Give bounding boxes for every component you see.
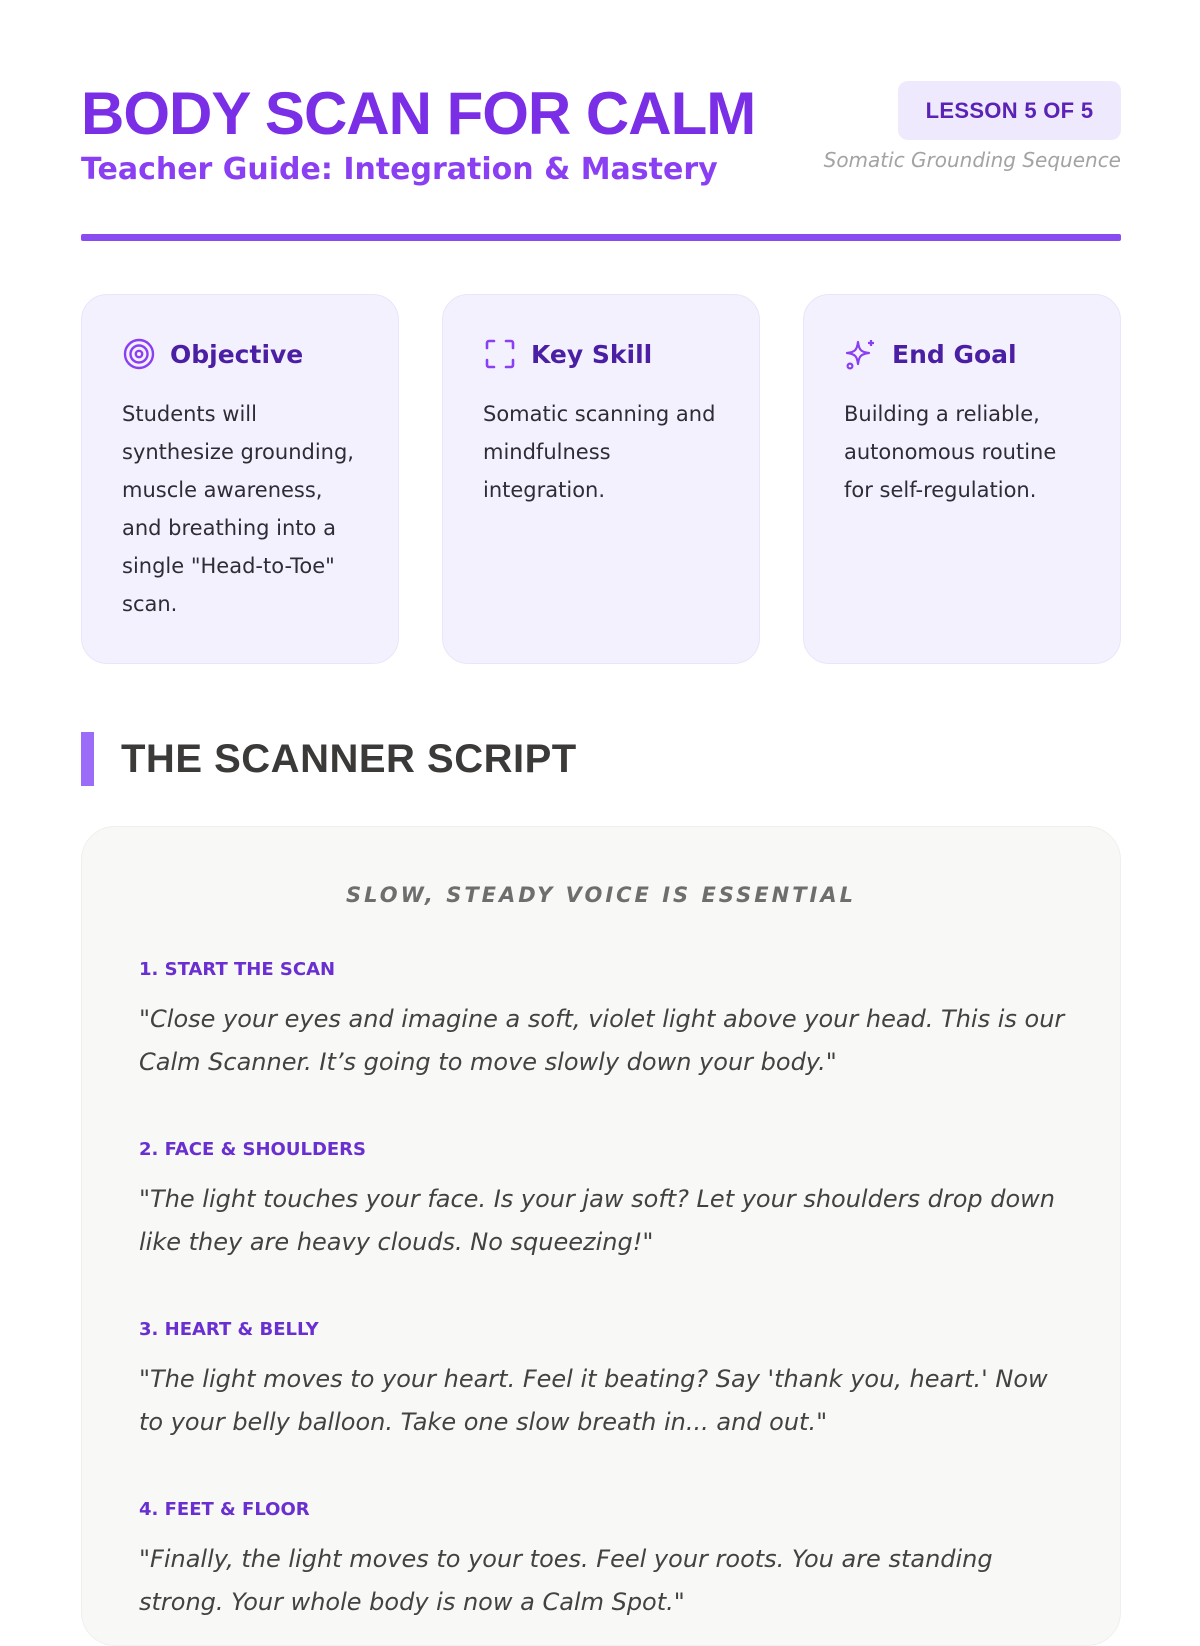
- scan-frame-icon: [483, 337, 517, 371]
- card-header: [844, 337, 1017, 371]
- target-icon: [122, 337, 156, 371]
- sparkles-icon: [844, 337, 878, 371]
- card-header: [122, 337, 303, 371]
- card-body: Somatic scanning and mindfulness integration.: [483, 402, 716, 502]
- key-skill-card: [442, 294, 760, 664]
- card-title: Key Skill: [531, 339, 653, 369]
- step-quote: "Close your eyes and imagine a soft, violet light above your head. This is our Calm Scanner. It’s going to move slowly down your body.": [139, 1005, 1065, 1076]
- step-label: 2. FACE & SHOULDERS: [139, 1139, 367, 1160]
- script-panel: [81, 826, 1121, 1646]
- step-label: 1. START THE SCAN: [139, 959, 336, 980]
- section-accent-bar: [81, 732, 94, 786]
- step-label: 4. FEET & FLOOR: [139, 1499, 310, 1520]
- step-quote: "The light touches your face. Is your jaw soft? Let your shoulders drop down like they are heavy clouds. No squeezing!": [139, 1185, 1056, 1256]
- page-title: BODY SCAN FOR CALM: [81, 80, 756, 147]
- card-title: Objective: [170, 339, 304, 369]
- script-step: [139, 1499, 1070, 1624]
- script-step: [139, 959, 1070, 1084]
- step-label: 3. HEART & BELLY: [139, 1319, 319, 1340]
- objective-card: [81, 294, 399, 664]
- script-step: [139, 1139, 1070, 1264]
- card-body: Building a reliable, autonomous routine for self-regulation.: [844, 402, 1057, 502]
- end-goal-card: [803, 294, 1121, 664]
- card-title: End Goal: [892, 339, 1017, 369]
- card-body: Students will synthesize grounding, muscle awareness, and breathing into a single "Head-to-Toe" scan.: [122, 402, 354, 616]
- page-subtitle: Teacher Guide: Integration & Mastery: [81, 152, 718, 187]
- lesson-badge: LESSON 5 OF 5: [898, 81, 1121, 140]
- header-divider: [81, 234, 1121, 241]
- step-quote: "Finally, the light moves to your toes. Feel your roots. You are standing strong. Your whole body is now a Calm Spot.": [139, 1545, 993, 1616]
- script-step: [139, 1319, 1070, 1444]
- step-quote: "The light moves to your heart. Feel it beating? Say 'thank you, heart.' Now to your belly balloon. Take one slow breath in... and out.": [139, 1365, 1048, 1436]
- section-title: THE SCANNER SCRIPT: [121, 737, 577, 781]
- sequence-label: Somatic Grounding Sequence: [823, 148, 1121, 172]
- card-header: [483, 337, 652, 371]
- script-note: SLOW, STEADY VOICE IS ESSENTIAL: [345, 883, 856, 907]
